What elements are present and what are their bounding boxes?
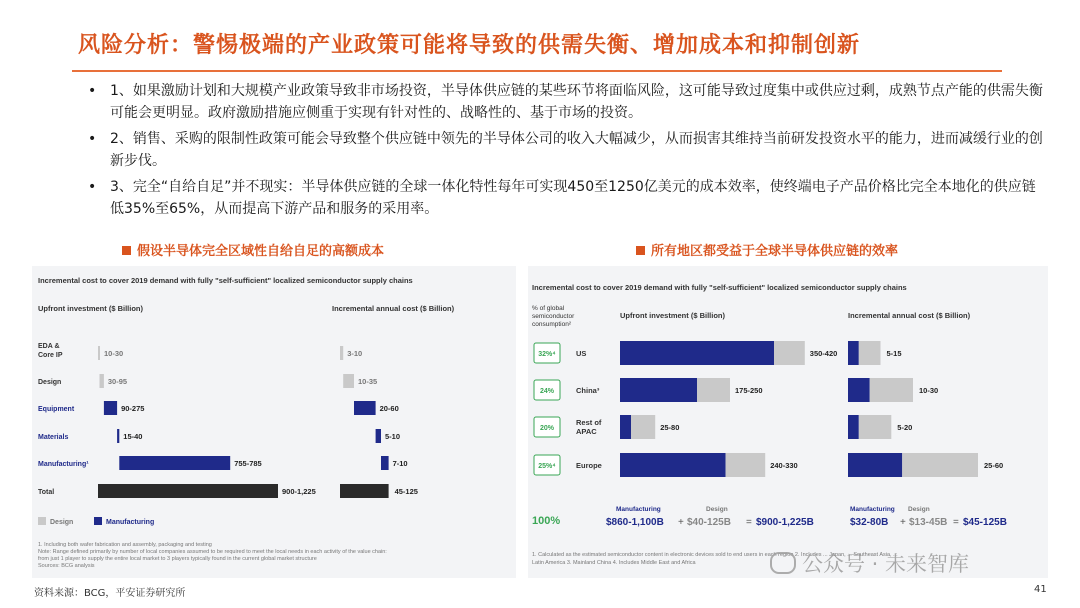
bar-value-label: 5-20 xyxy=(897,423,913,432)
bar-segment xyxy=(381,456,389,470)
bar-manufacturing xyxy=(620,378,697,402)
operator-plus: + xyxy=(678,517,684,528)
total-sum: $900-1,225B xyxy=(756,517,814,528)
chart-title: Incremental cost to cover 2019 demand with fully "self-sufficient" localized semiconductor supply chains xyxy=(38,276,413,285)
watermark: 公众号 · 未来智库 xyxy=(770,548,969,578)
bar-value-label: 240-330 xyxy=(770,461,798,470)
wechat-icon xyxy=(770,552,796,574)
region-label: China³ xyxy=(576,386,600,395)
bar-value-label: 90-275 xyxy=(121,404,145,413)
column-header: semiconductor xyxy=(532,313,575,320)
region-label: US xyxy=(576,349,587,358)
bar-value-label: 30-95 xyxy=(107,377,128,386)
category-label: Equipment xyxy=(38,406,75,413)
panel-title: Upfront investment ($ Billion) xyxy=(620,311,725,320)
bar-value-label: 45-125 xyxy=(394,487,418,496)
bar-design xyxy=(859,341,881,365)
region-label: APAC xyxy=(576,427,597,436)
title-divider xyxy=(72,70,1002,72)
bar-value-label: 3-10 xyxy=(347,349,363,358)
bar-design xyxy=(859,415,892,439)
bullet-text: 2、销售、采购的限制性政策可能会导致整个供应链中领先的半导体公司的收入大幅减少，从而损害其维持当前研发投资水平的能力，进而减缓行业的创新步伐。 xyxy=(110,131,1043,169)
bar-value-label: 900-1,225 xyxy=(282,487,316,496)
total-design: $13-45B xyxy=(909,517,948,528)
bar-segment xyxy=(104,401,117,415)
bullet-item-2: • 2、销售、采购的限制性政策可能会导致整个供应链中领先的半导体公司的收入大幅减少，从而损害其维持当前研发投资水平的能力，进而减缓行业的创新步伐。 xyxy=(88,131,1043,169)
total-share: 100% xyxy=(532,515,561,527)
bar-segment xyxy=(340,346,343,360)
category-label: Manufacturing¹ xyxy=(38,461,89,468)
bar-manufacturing xyxy=(620,453,726,477)
total-sum: $45-125B xyxy=(963,517,1007,528)
bar-design xyxy=(726,453,766,477)
bar-value-label: 25-60 xyxy=(984,461,1004,470)
operator-equals: = xyxy=(746,517,752,528)
bar-manufacturing xyxy=(620,415,631,439)
panel-title: Upfront investment ($ Billion) xyxy=(38,304,143,313)
column-header: consumption² xyxy=(532,321,572,328)
bar-value-label: 25-80 xyxy=(660,423,680,432)
bar-manufacturing xyxy=(848,378,870,402)
source-note: 资料来源：BCG，平安证券研究所 xyxy=(34,588,186,599)
left-chart-panel xyxy=(32,266,516,578)
legend-swatch-manufacturing xyxy=(94,517,102,525)
bar-design xyxy=(631,415,655,439)
consumption-value: 25%⁴ xyxy=(538,463,556,470)
footnote: Note: Range defined primarily by number of local companies assumed to be required to meet the local needs in each activity of the value chain: xyxy=(38,549,387,555)
footnote: Sources: BCG analysis xyxy=(38,563,95,569)
bar-value-label: 755-785 xyxy=(234,459,262,468)
bar-segment xyxy=(98,346,100,360)
bar-value-label: 5-15 xyxy=(886,349,902,358)
bar-value-label: 5-10 xyxy=(385,432,401,441)
bar-manufacturing xyxy=(848,341,859,365)
bar-value-label: 20-60 xyxy=(379,404,399,413)
bar-segment xyxy=(117,429,119,443)
page-title: 风险分析：警惕极端的产业政策可能将导致的供需失衡、增加成本和抑制创新 xyxy=(78,33,861,58)
panel-title: Incremental annual cost ($ Billion) xyxy=(848,311,971,320)
right-chart-panel xyxy=(528,266,1048,578)
bullet-item-1: • 1、如果激励计划和大规模产业政策导致非市场投资，半导体供应链的某些环节将面临风险，这可能导致过度集中或供应过剩，成熟节点产能的供需失衡可能会更明显。政府激励措施应侧重于实现有针对性的、战略性的、基于市场的投资。 xyxy=(88,83,1043,121)
regional-bar-chart xyxy=(528,266,1048,578)
total-caption: Manufacturing xyxy=(850,506,895,513)
bar-total xyxy=(98,484,278,498)
bar-design xyxy=(697,378,730,402)
footnote: Latin America 3. Mainland China 4. Includes Middle East and Africa xyxy=(532,560,696,566)
bar-value-label: 10-30 xyxy=(104,349,124,358)
category-label: Total xyxy=(38,489,55,496)
operator-plus: + xyxy=(900,517,906,528)
bar-manufacturing xyxy=(848,415,859,439)
bar-value-label: 10-35 xyxy=(358,377,378,386)
footnote: 1. Including both wafer fabrication and assembly, packaging and testing xyxy=(38,542,212,548)
bar-value-label: 350-420 xyxy=(809,349,838,358)
consumption-value: 20% xyxy=(539,425,555,432)
footnote: from just 1 player to supply the entire local market to 3 players typically found in the current global market structure xyxy=(38,556,317,562)
total-caption: Design xyxy=(706,506,728,513)
region-label: Europe xyxy=(576,461,602,470)
consumption-value: 24% xyxy=(539,388,555,395)
bullet-item-3: • 3、完全“自给自足”并不现实：半导体供应链的全球一体化特性每年可实现450至1250亿美元的成本效率，使终端电子产品价格比完全本地化的供应链低35%至65%，从而提高下游产品和服务的采用率。 xyxy=(88,179,1036,217)
category-label: Materials xyxy=(38,434,69,441)
bar-segment xyxy=(100,374,104,388)
right-chart-subtitle: 所有地区都受益于全球半导体供应链的效率 xyxy=(636,240,898,259)
bullet-list xyxy=(88,80,1048,224)
consumption-value: 32%⁴ xyxy=(538,351,556,358)
total-caption: Design xyxy=(908,506,930,513)
bullet-text: 3、完全“自给自足”并不现实：半导体供应链的全球一体化特性每年可实现450至1250亿美元的成本效率，使终端电子产品价格比完全本地化的供应链低35%至65%，从而提高下游产品和服务的采用率。 xyxy=(110,179,1036,217)
category-label: Design xyxy=(38,379,62,386)
bar-segment xyxy=(354,401,376,415)
bar-value-label: 10-30 xyxy=(919,386,939,395)
legend-label: Manufacturing xyxy=(106,519,155,526)
panel-title: Incremental annual cost ($ Billion) xyxy=(332,304,455,313)
waterfall-chart xyxy=(32,266,516,578)
chart-title: Incremental cost to cover 2019 demand with fully "self-sufficient" localized semiconductor supply chains xyxy=(532,283,907,292)
bar-design xyxy=(774,341,805,365)
total-caption: Manufacturing xyxy=(616,506,661,513)
legend-swatch-design xyxy=(38,517,46,525)
column-header: % of global xyxy=(532,305,565,312)
bar-design xyxy=(902,453,978,477)
total-manufacturing: $32-80B xyxy=(850,517,889,528)
footnote: 1. Calculated as the estimated semiconductor content in electronic devices sold to end users in each region 2. Includes ... Japan, ... Southeast Asia, ... xyxy=(532,552,898,558)
bar-segment xyxy=(376,429,381,443)
operator-equals: = xyxy=(953,517,959,528)
category-label: EDA & xyxy=(38,343,60,350)
bar-value-label: 175-250 xyxy=(735,386,763,395)
bar-value-label: 7-10 xyxy=(392,459,408,468)
total-manufacturing: $860-1,100B xyxy=(606,517,664,528)
bar-design xyxy=(870,378,913,402)
bar-segment xyxy=(343,374,354,388)
page-number: 41 xyxy=(1034,584,1047,595)
region-label: Rest of xyxy=(576,418,602,427)
category-label: Core IP xyxy=(38,352,63,359)
legend-label: Design xyxy=(50,519,74,526)
bar-value-label: 15-40 xyxy=(123,432,143,441)
bar-total xyxy=(340,484,389,498)
bar-manufacturing xyxy=(620,341,774,365)
bar-segment xyxy=(119,456,230,470)
bar-manufacturing xyxy=(848,453,902,477)
bullet-text: 1、如果激励计划和大规模产业政策导致非市场投资，半导体供应链的某些环节将面临风险，这可能导致过度集中或供应过剩，成熟节点产能的供需失衡可能会更明显。政府激励措施应侧重于实现有针对性的、战略性的、基于市场的投资。 xyxy=(110,83,1043,121)
total-design: $40-125B xyxy=(687,517,731,528)
left-chart-subtitle: 假设半导体完全区域性自给自足的高额成本 xyxy=(122,240,384,259)
